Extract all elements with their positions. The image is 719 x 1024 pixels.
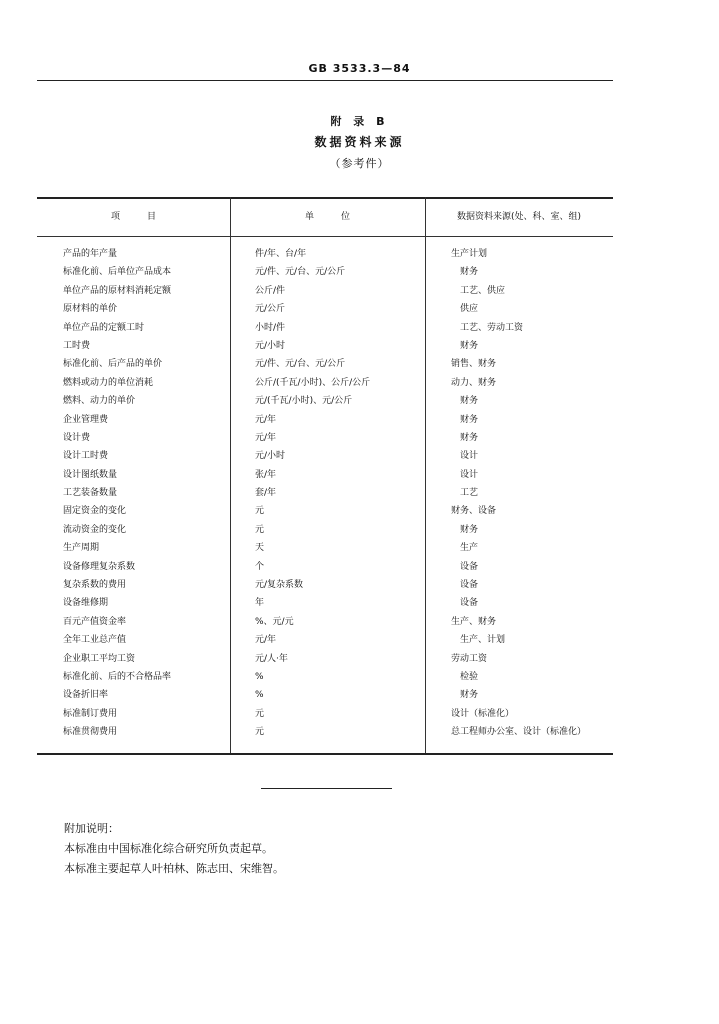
table-row <box>37 705 613 723</box>
item-cell: 工时费 <box>63 340 91 351</box>
unit-cell: 公斤/(千瓦/小时)、公斤/公斤 <box>255 377 371 388</box>
appendix-title: 数据资料来源 <box>314 135 405 149</box>
column-header-unit: 单 位 <box>304 212 350 222</box>
table-bottom-rule <box>37 753 613 755</box>
item-cell: 产品的年产量 <box>63 249 118 259</box>
source-cell: 动力、财务 <box>451 377 497 388</box>
table-row <box>37 245 613 263</box>
source-cell: 工艺 <box>451 488 479 499</box>
unit-cell: 件/年、台/年 <box>255 249 307 259</box>
source-cell: 工艺、劳动工资 <box>451 322 524 333</box>
unit-cell: % <box>255 690 264 701</box>
table-row <box>37 429 613 447</box>
source-cell: 总工程师办公室、设计（标准化） <box>451 727 587 738</box>
table-row <box>37 374 613 392</box>
table-row <box>37 355 613 373</box>
unit-cell: 元 <box>255 524 265 535</box>
source-cell: 设计 <box>451 469 479 480</box>
source-cell: 设计 <box>451 451 479 462</box>
table-row <box>37 466 613 484</box>
source-cell: 生产计划 <box>451 249 488 259</box>
table-row <box>37 723 613 741</box>
unit-cell: 个 <box>255 561 265 572</box>
table-row <box>37 668 613 686</box>
table-row <box>37 613 613 631</box>
source-cell: 销售、财务 <box>451 359 497 370</box>
standard-number: GB 3533.3—84 <box>308 62 411 75</box>
table-row <box>37 558 613 576</box>
unit-cell: 小时/件 <box>255 322 286 333</box>
table-body <box>37 245 613 742</box>
source-cell: 财务 <box>451 396 479 407</box>
source-cell: 设备 <box>451 580 479 591</box>
appendix-subtitle: （参考件） <box>329 157 390 170</box>
unit-cell: % <box>255 671 264 682</box>
item-cell: 燃料、动力的单价 <box>63 396 136 407</box>
unit-cell: 元 <box>255 727 265 738</box>
source-cell: 设备 <box>451 561 479 572</box>
unit-cell: 元/小时 <box>255 451 286 462</box>
source-cell: 设备 <box>451 598 479 609</box>
unit-cell: 元/件、元/台、元/公斤 <box>255 267 346 278</box>
unit-cell: 元/年 <box>255 635 277 646</box>
item-cell: 企业管理费 <box>63 414 109 425</box>
table-row <box>37 631 613 649</box>
source-cell: 财务 <box>451 340 479 351</box>
source-cell: 财务 <box>451 432 479 443</box>
item-cell: 燃料或动力的单位消耗 <box>63 377 154 388</box>
table-row <box>37 502 613 520</box>
table-row <box>37 521 613 539</box>
source-cell: 供应 <box>451 304 479 315</box>
item-cell: 标准化前、后产品的单价 <box>63 359 163 370</box>
appendix-label: 附 录 B <box>330 115 389 128</box>
item-cell: 生产周期 <box>63 543 100 554</box>
item-cell: 全年工业总产值 <box>63 635 127 646</box>
unit-cell: 天 <box>255 543 265 554</box>
table-row <box>37 282 613 300</box>
unit-cell: 元/年 <box>255 414 277 425</box>
item-cell: 设备修理复杂系数 <box>63 561 136 572</box>
item-cell: 固定资金的变化 <box>63 506 127 517</box>
table-top-rule <box>37 197 613 199</box>
unit-cell: 元 <box>255 506 265 517</box>
table-row <box>37 447 613 465</box>
unit-cell: 元/公斤 <box>255 304 286 315</box>
item-cell: 企业职工平均工资 <box>63 653 136 664</box>
table-row <box>37 594 613 612</box>
table-row <box>37 263 613 281</box>
source-cell: 财务 <box>451 414 479 425</box>
source-cell: 劳动工资 <box>451 653 488 664</box>
unit-cell: %、元/元 <box>255 616 294 627</box>
unit-cell: 元/复杂系数 <box>255 580 304 591</box>
source-cell: 财务 <box>451 690 479 701</box>
item-cell: 设计图纸数量 <box>63 469 118 480</box>
item-cell: 工艺装备数量 <box>63 488 118 499</box>
source-cell: 财务 <box>451 267 479 278</box>
table-header-rule <box>37 236 613 237</box>
item-cell: 标准化前、后的不合格品率 <box>63 671 172 682</box>
source-cell: 生产 <box>451 543 479 554</box>
unit-cell: 套/年 <box>255 488 277 499</box>
unit-cell: 元/(千瓦/小时)、元/公斤 <box>255 396 353 407</box>
header-divider <box>37 80 613 81</box>
item-cell: 原材料的单价 <box>63 304 118 315</box>
item-cell: 单位产品的原材料消耗定额 <box>63 285 172 296</box>
unit-cell: 元/小时 <box>255 340 286 351</box>
unit-cell: 公斤/件 <box>255 285 286 296</box>
table-row <box>37 484 613 502</box>
unit-cell: 张/年 <box>255 469 277 480</box>
item-cell: 设备维修期 <box>63 598 109 609</box>
unit-cell: 元/件、元/台、元/公斤 <box>255 359 346 370</box>
unit-cell: 年 <box>255 598 265 609</box>
source-cell: 检验 <box>451 671 479 682</box>
notes-heading: 附加说明： <box>64 822 119 835</box>
source-cell: 设计（标准化） <box>451 708 515 719</box>
table-row <box>37 337 613 355</box>
unit-cell: 元/人·年 <box>255 653 288 664</box>
item-cell: 设备折旧率 <box>63 690 109 701</box>
notes-line-2: 本标准主要起草人叶柏林、陈志田、宋维智。 <box>64 862 284 875</box>
table-row <box>37 411 613 429</box>
source-cell: 财务 <box>451 524 479 535</box>
item-cell: 单位产品的定额工时 <box>63 322 145 333</box>
table-row <box>37 392 613 410</box>
item-cell: 复杂系数的费用 <box>63 580 127 591</box>
table-row <box>37 576 613 594</box>
table-row <box>37 686 613 704</box>
table-row <box>37 300 613 318</box>
item-cell: 设计工时费 <box>63 451 109 462</box>
table-row <box>37 539 613 557</box>
source-cell: 生产、财务 <box>451 616 497 627</box>
end-rule <box>261 788 392 789</box>
table-row <box>37 319 613 337</box>
item-cell: 百元产值资金率 <box>63 616 127 627</box>
source-cell: 工艺、供应 <box>451 285 506 296</box>
item-cell: 标准制订费用 <box>63 708 118 719</box>
column-header-source: 数据资料来源(处、科、室、组) <box>456 212 582 222</box>
item-cell: 设计费 <box>63 432 91 443</box>
unit-cell: 元/年 <box>255 432 277 443</box>
unit-cell: 元 <box>255 708 265 719</box>
notes-line-1: 本标准由中国标准化综合研究所负责起草。 <box>64 842 273 855</box>
item-cell: 标准化前、后单位产品成本 <box>63 267 172 278</box>
source-cell: 生产、计划 <box>451 635 506 646</box>
column-header-item: 项 目 <box>110 212 156 222</box>
item-cell: 流动资金的变化 <box>63 524 127 535</box>
source-cell: 财务、设备 <box>451 506 497 517</box>
table-row <box>37 650 613 668</box>
item-cell: 标准贯彻费用 <box>63 727 118 738</box>
